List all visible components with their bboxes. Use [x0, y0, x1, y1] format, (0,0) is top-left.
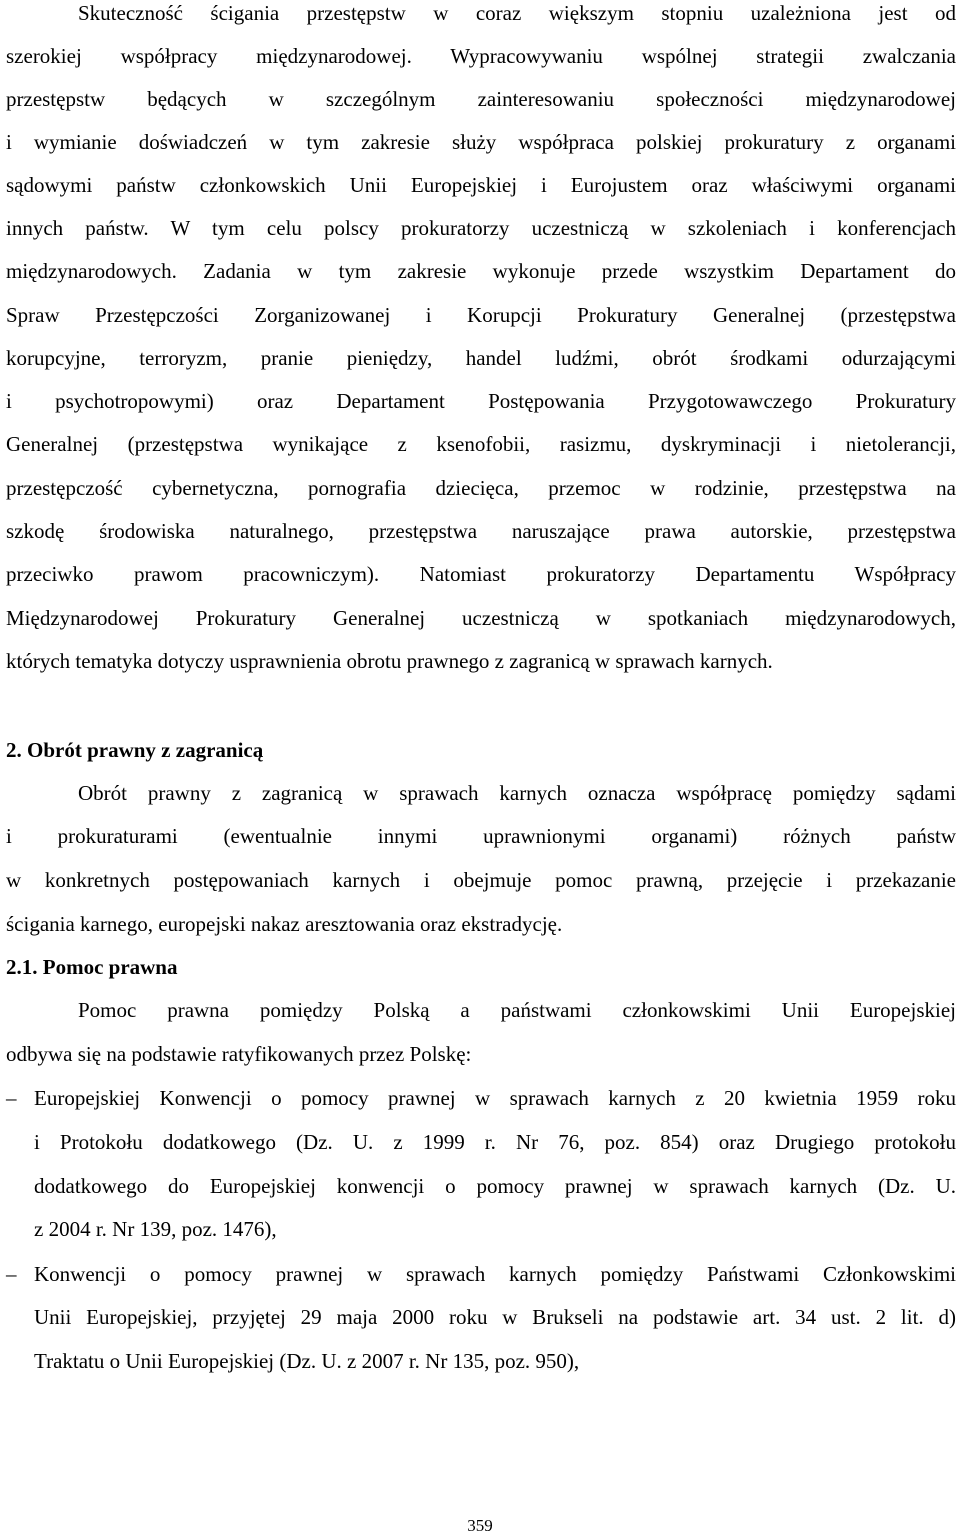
text-line: szkodę środowiska naturalnego, przestępstwa naruszające prawa autorskie, przestępstwa	[6, 519, 956, 543]
text-line: Traktatu o Unii Europejskiej (Dz. U. z 2007 r. Nr 135, poz. 950),	[34, 1349, 580, 1373]
text-line: szerokiej współpracy międzynarodowej. Wypracowywaniu wspólnej strategii zwalczania	[6, 44, 956, 68]
text-line: odbywa się na podstawie ratyfikowanych przez Polskę:	[6, 1042, 472, 1066]
text-line: przestępstw będących w szczególnym zainteresowaniu społeczności międzynarodowej	[6, 87, 956, 111]
text-line: i Protokołu dodatkowego (Dz. U. z 1999 r. Nr 76, poz. 854) oraz Drugiego protokołu	[34, 1130, 956, 1154]
text-line: przeciwko prawom pracowniczym). Natomiast prokuratorzy Departamentu Współpracy	[6, 562, 956, 586]
text-line: Obrót prawny z zagranicą w sprawach karnych oznacza współpracę pomiędzy sądami	[78, 781, 956, 805]
text-line: Spraw Przestępczości Zorganizowanej i Korupcji Prokuratury Generalnej (przestępstwa	[6, 303, 956, 327]
text-line: i psychotropowymi) oraz Departament Postępowania Przygotowawczego Prokuratury	[6, 389, 956, 413]
dash-bullet: –	[6, 1262, 17, 1286]
text-line: korupcyjne, terroryzm, pranie pieniędzy, handel ludźmi, obrót środkami odurzającymi	[6, 346, 956, 370]
text-line: Międzynarodowej Prokuratury Generalnej uczestniczą w spotkaniach międzynarodowych,	[6, 606, 956, 630]
text-line: których tematyka dotyczy usprawnienia obrotu prawnego z zagranicą w sprawach karnych.	[6, 649, 773, 673]
text-line: dodatkowego do Europejskiej konwencji o pomocy prawnej w sprawach karnych (Dz. U.	[34, 1174, 956, 1198]
text-line: w konkretnych postępowaniach karnych i obejmuje pomoc prawną, przejęcie i przekazanie	[6, 868, 956, 892]
text-line: przestępczość cybernetyczna, pornografia dziecięca, przemoc w rodzinie, przestępstwa na	[6, 476, 956, 500]
text-line: Pomoc prawna pomiędzy Polską a państwami członkowskimi Unii Europejskiej	[78, 998, 956, 1022]
text-line: Unii Europejskiej, przyjętej 29 maja 2000 roku w Brukseli na podstawie art. 34 ust. 2 lit. d)	[34, 1305, 956, 1329]
text-line: sądowymi państw członkowskich Unii Europejskiej i Eurojustem oraz właściwymi organami	[6, 173, 956, 197]
text-line: międzynarodowych. Zadania w tym zakresie wykonuje przede wszystkim Departament do	[6, 259, 956, 283]
subsection-heading: 2.1. Pomoc prawna	[6, 955, 178, 979]
text-line: Skuteczność ścigania przestępstw w coraz większym stopniu uzależniona jest od	[78, 1, 956, 25]
text-line: Konwencji o pomocy prawnej w sprawach karnych pomiędzy Państwami Członkowskimi	[34, 1262, 956, 1286]
text-line: i prokuraturami (ewentualnie innymi uprawnionymi organami) różnych państw	[6, 824, 956, 848]
section-heading: 2. Obrót prawny z zagranicą	[6, 738, 264, 762]
dash-bullet: –	[6, 1086, 17, 1110]
text-line: ścigania karnego, europejski nakaz aresztowania oraz ekstradycję.	[6, 912, 563, 936]
page-number: 359	[467, 1516, 493, 1535]
text-line: Europejskiej Konwencji o pomocy prawnej w sprawach karnych z 20 kwietnia 1959 roku	[34, 1086, 956, 1110]
text-line: Generalnej (przestępstwa wynikające z ksenofobii, rasizmu, dyskryminacji i nietolerancji,	[6, 432, 956, 456]
text-line: i wymianie doświadczeń w tym zakresie służy współpraca polskiej prokuratury z organami	[6, 130, 956, 154]
text-line: z 2004 r. Nr 139, poz. 1476),	[34, 1217, 277, 1241]
text-line: innych państw. W tym celu polscy prokuratorzy uczestniczą w szkoleniach i konferencjach	[6, 216, 956, 240]
